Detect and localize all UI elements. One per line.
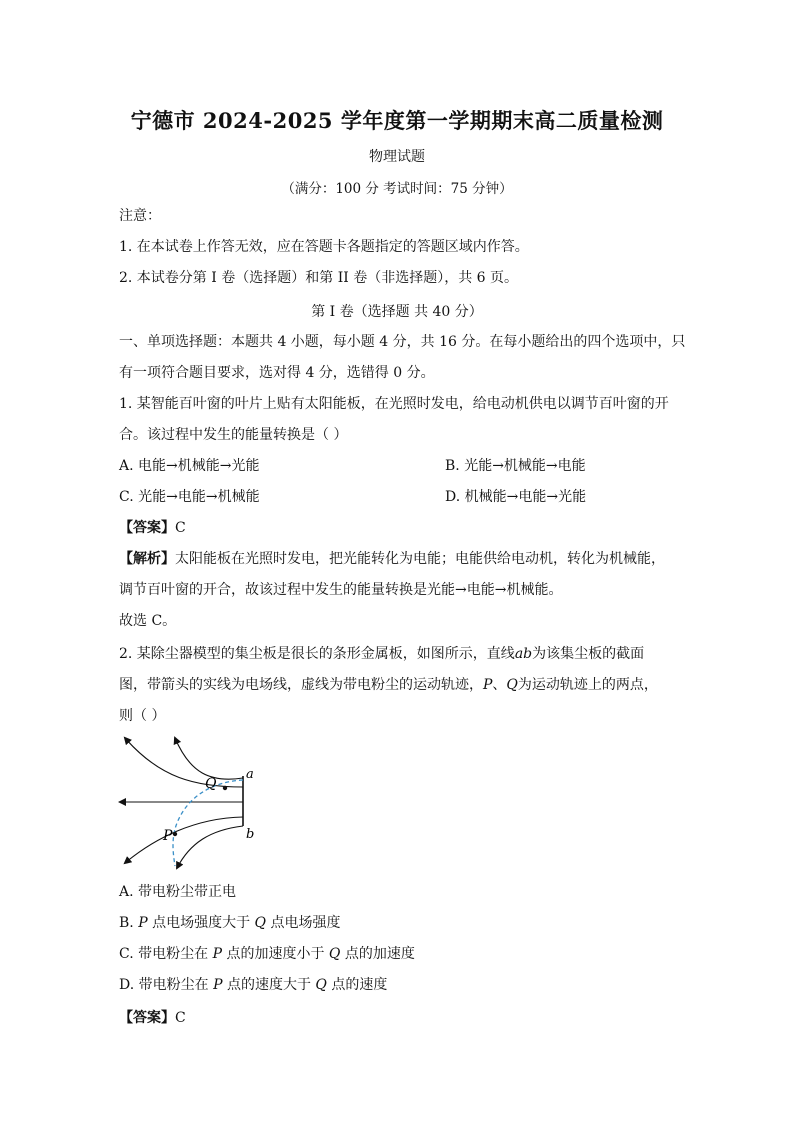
note-item-2: 2. 本试卷分第 I 卷（选择题）和第 II 卷（非选择题），共 6 页。 <box>119 270 519 286</box>
q2-stem-line2 <box>119 675 658 695</box>
exam-title: 宁德市 2024-2025 学年度第一学期期末高二质量检测 <box>130 108 664 133</box>
answer-value: C <box>175 1010 186 1026</box>
var-q: Q <box>328 946 341 962</box>
exam-subject: 物理试题 <box>369 149 425 165</box>
answer-label: 【答案】 <box>119 1010 175 1026</box>
part-instructions-line1: 一、单项选择题：本题共 4 小题，每小题 4 分，共 16 分。在每小题给出的四个选项中，只 <box>119 334 686 350</box>
notes-heading: 注意： <box>119 208 161 224</box>
q1-option-d: D. 机械能→电能→光能 <box>445 489 587 505</box>
q2-stem-line3: 则（ ） <box>119 708 166 724</box>
field-line-top-inner <box>125 738 243 787</box>
q2-option-d <box>119 975 387 995</box>
q2-option-c <box>119 944 415 964</box>
section-title: 第 I 卷（选择题 共 40 分） <box>311 304 483 320</box>
q2-stem-text: 图，带箭头的实线为电场线，虚线为带电粉尘的运动轨迹， <box>119 677 483 693</box>
note-item-1: 1. 在本试卷上作答无效，应在答题卡各题指定的答题区域内作答。 <box>119 239 529 255</box>
q2-option-text: 点的加速度 <box>340 946 415 962</box>
q2-option-text: 点的加速度小于 <box>222 946 329 962</box>
var-p: P <box>213 977 223 993</box>
q2-stem-text: 为运动轨迹上的两点， <box>517 677 658 693</box>
field-line-top-outer <box>175 738 243 779</box>
var-p: P <box>212 946 222 962</box>
q2-option-text: 点电场强度 <box>266 915 341 931</box>
q2-option-a: A. 带电粉尘带正电 <box>119 884 237 900</box>
q2-option-text: C. 带电粉尘在 <box>119 946 213 962</box>
var-q: Q <box>315 977 327 993</box>
q1-option-a: A. 电能→机械能→光能 <box>119 458 260 474</box>
var-q: Q <box>254 915 267 931</box>
q2-option-text: D. 带电粉尘在 <box>119 977 214 993</box>
q2-stem-text: 、 <box>492 677 507 693</box>
q1-option-b: B. 光能→机械能→电能 <box>445 458 586 474</box>
var-p: P <box>483 677 493 693</box>
q2-stem-text: 为该集尘板的截面 <box>532 646 645 662</box>
exam-info: （满分：100 分 考试时间：75 分钟） <box>281 181 513 197</box>
q2-option-text: 点的速度 <box>326 977 388 993</box>
point-p <box>173 832 177 836</box>
analysis-text: 太阳能板在光照时发电，把光能转化为电能；电能供给电动机，转化为机械能， <box>175 551 665 567</box>
q2-stem-line1 <box>119 644 644 664</box>
q2-option-b <box>119 913 340 933</box>
dust-trajectory <box>173 780 243 866</box>
answer-label: 【答案】 <box>119 520 175 536</box>
q2-option-text: 点电场强度大于 <box>147 915 255 931</box>
q1-analysis-line2: 调节百叶窗的开合，故该过程中发生的能量转换是光能→电能→机械能。 <box>119 582 563 598</box>
label-q: Q <box>205 776 217 792</box>
q1-option-c: C. 光能→电能→机械能 <box>119 489 260 505</box>
label-b: b <box>246 827 255 842</box>
q1-stem-line2: 合。该过程中发生的能量转换是（ ） <box>119 427 348 443</box>
q2-answer <box>119 1008 186 1028</box>
q2-option-text: B. <box>119 915 139 931</box>
part-instructions-line2: 有一项符合题目要求，选对得 4 分，选错得 0 分。 <box>119 365 435 381</box>
answer-value: C <box>175 520 186 536</box>
q1-answer <box>119 518 186 538</box>
q1-stem-line1: 1. 某智能百叶窗的叶片上贴有太阳能板，在光照时发电，给电动机供电以调节百叶窗的开 <box>119 396 669 412</box>
var-q: Q <box>506 677 518 693</box>
label-a: a <box>246 767 254 782</box>
q1-conclusion: 故选 C。 <box>119 613 177 629</box>
electric-field-figure <box>115 728 275 878</box>
q1-analysis-line1 <box>119 549 665 569</box>
var-ab: ab <box>514 646 533 662</box>
q2-stem-text: 2. 某除尘器模型的集尘板是很长的条形金属板，如图所示，直线 <box>119 646 515 662</box>
field-line-bottom-outer <box>177 826 243 868</box>
label-p: P <box>163 828 173 844</box>
point-q <box>223 786 227 790</box>
q2-option-text: 点的速度大于 <box>222 977 316 993</box>
analysis-label: 【解析】 <box>119 551 175 567</box>
var-p: P <box>138 915 148 931</box>
